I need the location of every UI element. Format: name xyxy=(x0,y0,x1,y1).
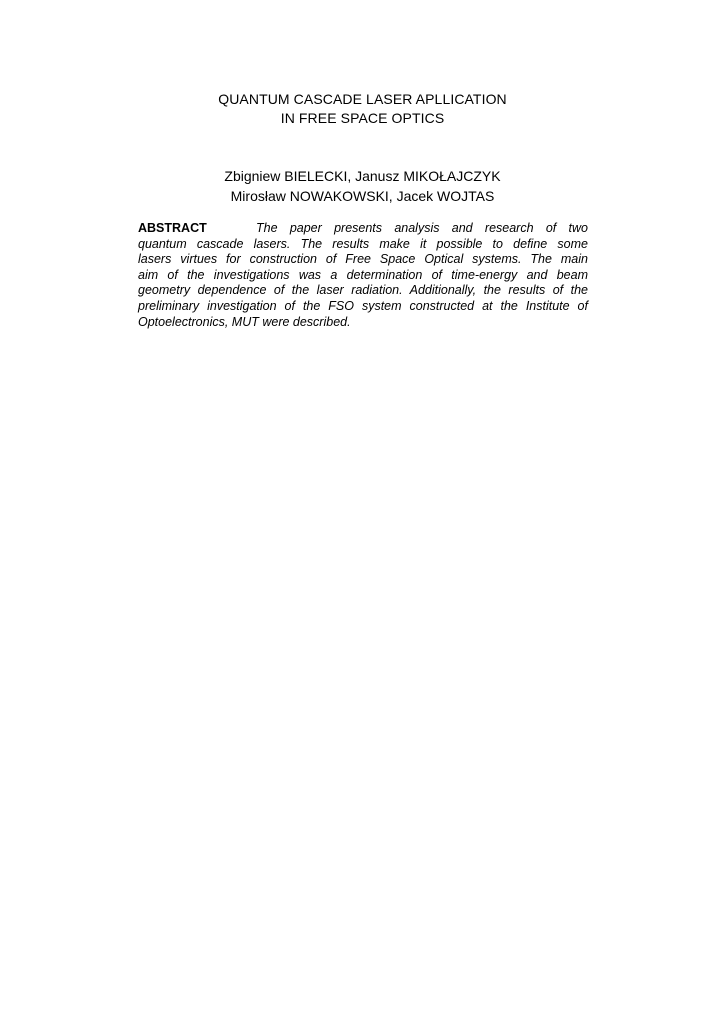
abstract-line-4: aim of the investigations was a determination of time-energy and beam xyxy=(138,267,588,282)
abstract-block xyxy=(138,221,588,330)
abstract-first-row xyxy=(138,221,588,237)
abstract-line-3: lasers virtues for construction of Free Space Optical systems. The main xyxy=(138,252,588,267)
abstract-line-5: geometry dependence of the laser radiation. Additionally, the results of the xyxy=(138,283,588,298)
paper-title-line-1: QUANTUM CASCADE LASER APLLICATION xyxy=(218,91,507,107)
abstract-line-6: preliminary investigation of the FSO system constructed at the Institute of xyxy=(138,298,588,313)
abstract-heading: ABSTRACT xyxy=(138,221,207,235)
authors-line-2: Mirosław NOWAKOWSKI, Jacek WOJTAS xyxy=(230,188,495,204)
abstract-line-2: quantum cascade lasers. The results make it possible to define some xyxy=(138,236,588,251)
abstract-line-7: Optoelectronics, MUT were described. xyxy=(138,314,351,329)
authors-line-1: Zbigniew BIELECKI, Janusz MIKOŁAJCZYK xyxy=(224,168,501,184)
paper-title-line-2: IN FREE SPACE OPTICS xyxy=(280,110,445,126)
abstract-line-1: The paper presents analysis and research of two xyxy=(256,221,588,235)
